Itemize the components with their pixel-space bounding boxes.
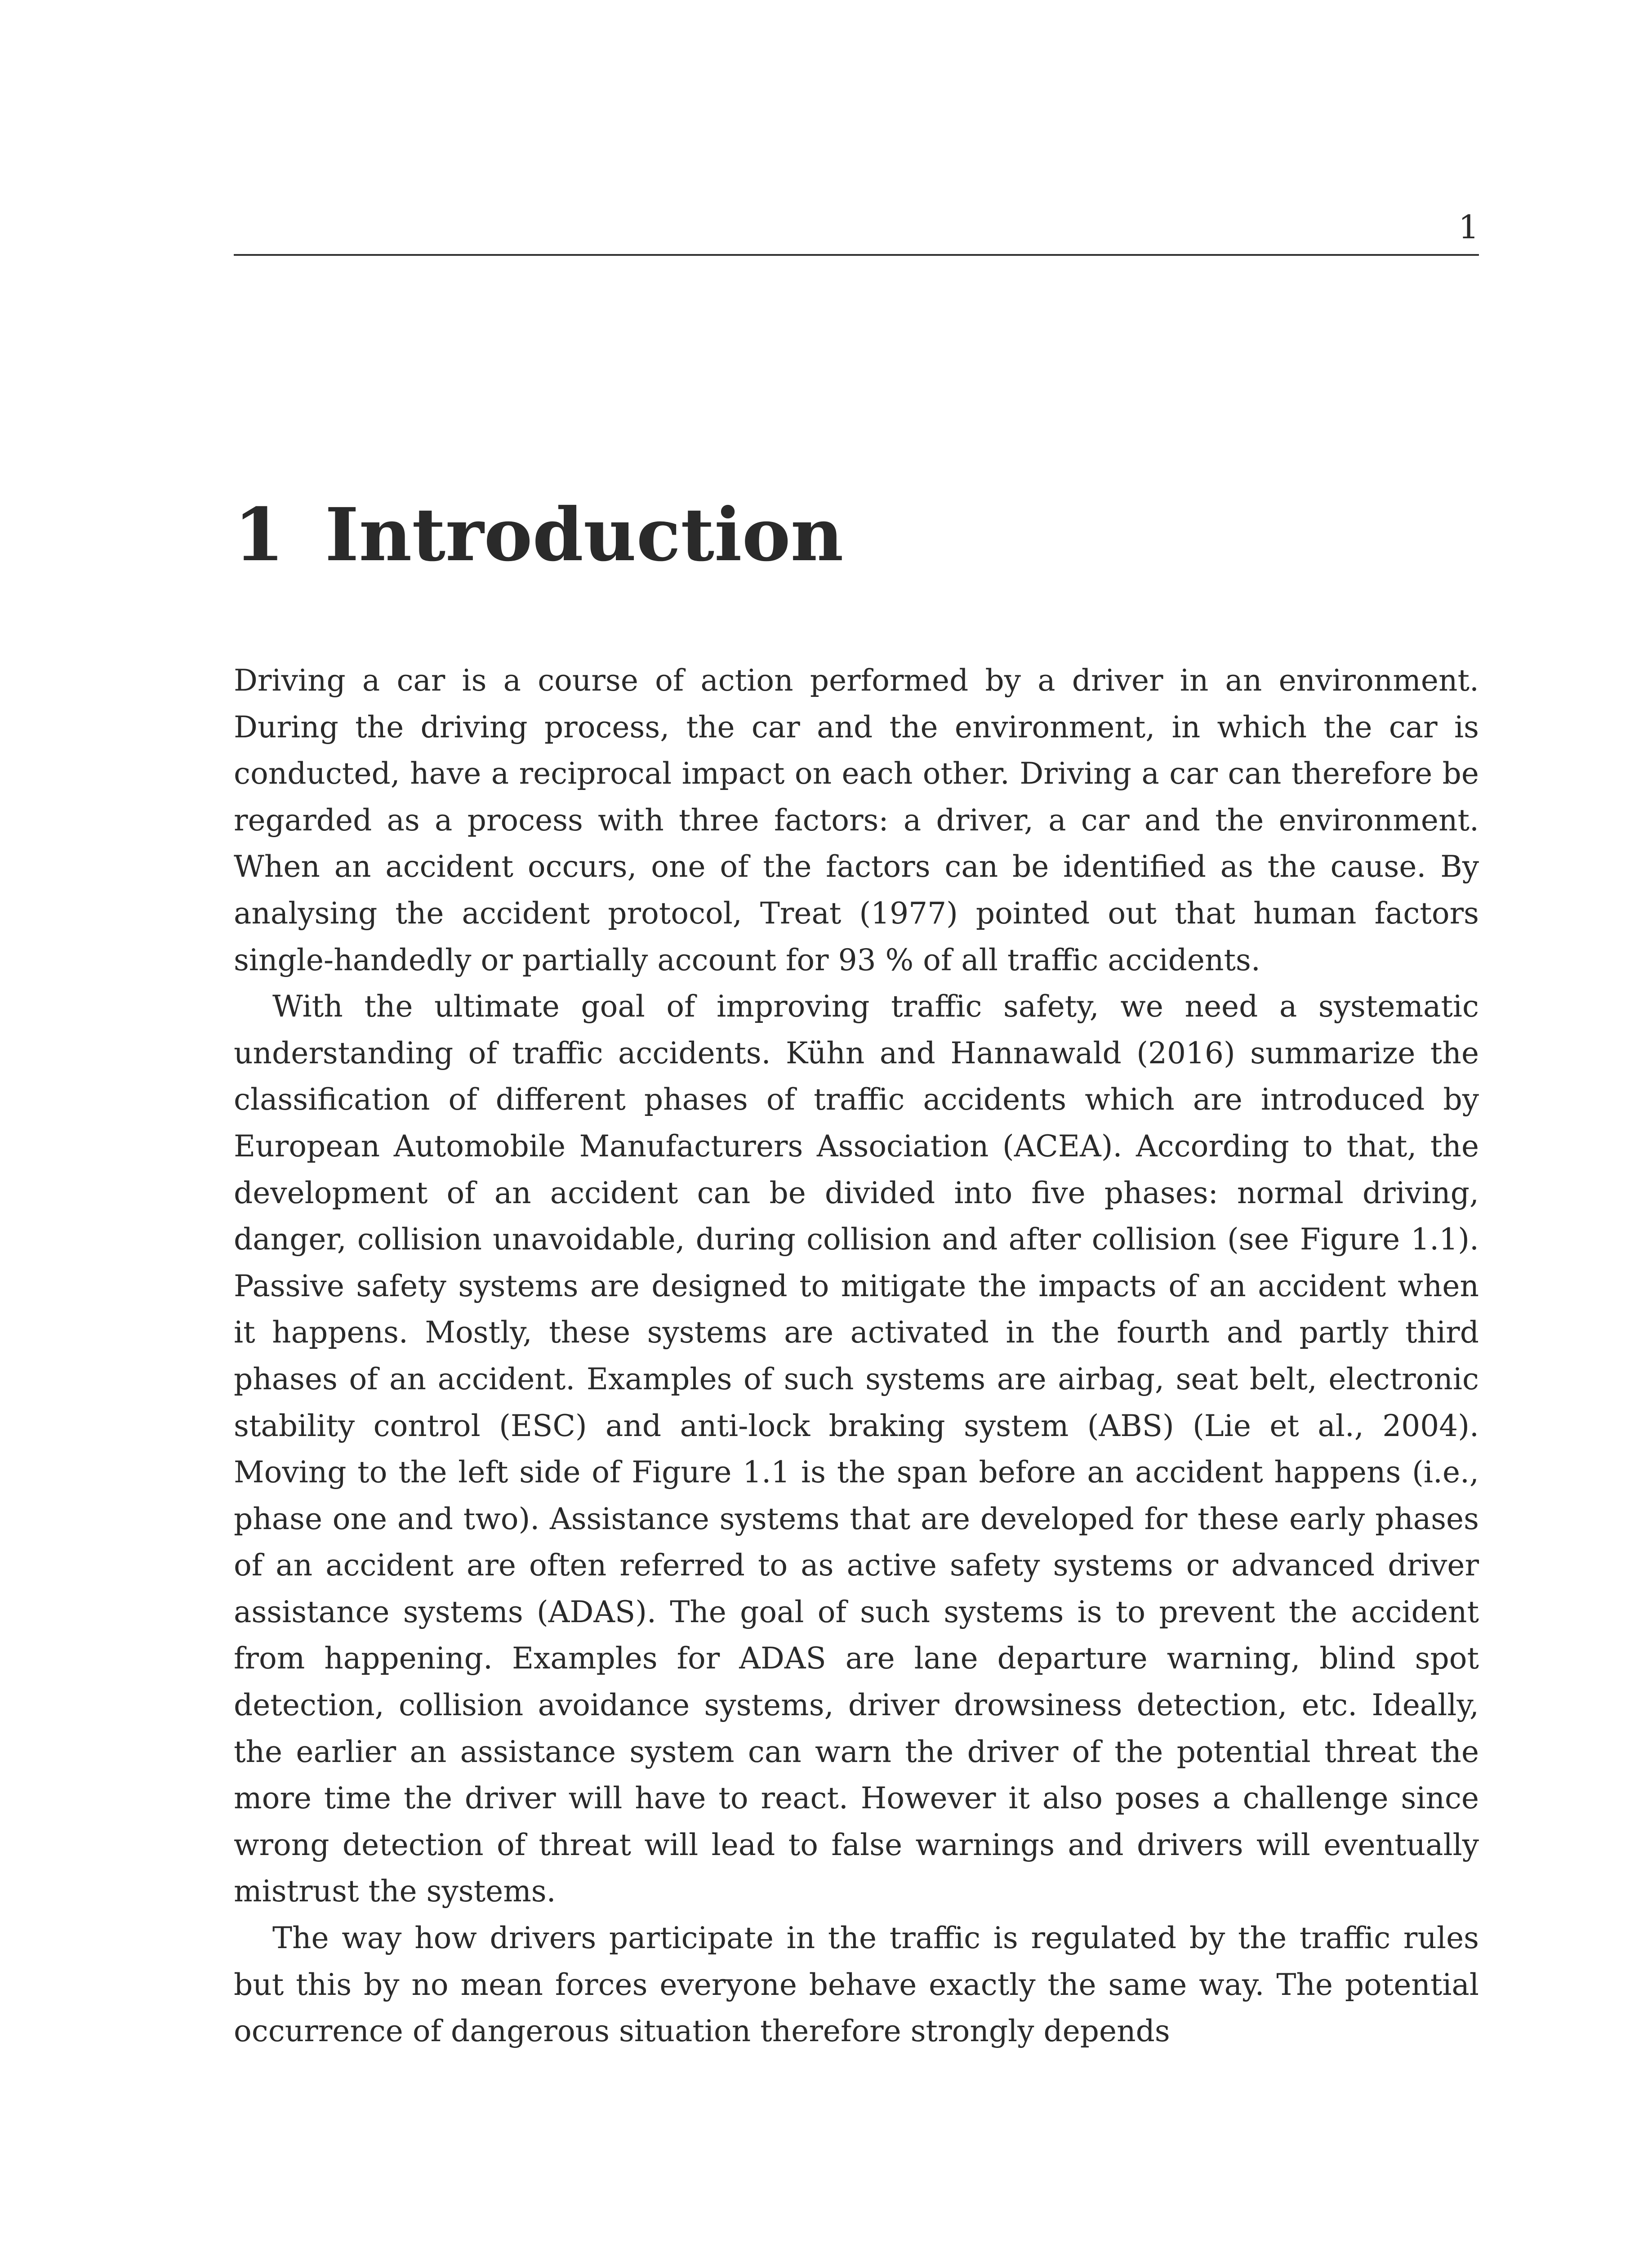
running-header — [234, 205, 1479, 256]
paragraph: Driving a car is a course of action performed by a driver in an environment. During the driving process, the car and the environment, in which the car is conducted, have a reciprocal impact on each other. Driving a car can therefore be regarded as a process with three factors: a driver, a car and the environment. When an accident occurs, one of the factors can be identified as the cause. By analysing the accident protocol, Treat (1977) pointed out that human factors single-handedly or partially account for 93 % of all traffic accidents. — [234, 663, 1479, 977]
paragraph: The way how drivers participate in the traffic is regulated by the traffic rules but this by no mean forces everyone behave exactly the same way. The potential occurrence of dangerous situation therefore strongly depends — [234, 1921, 1479, 2049]
body-text — [234, 657, 1479, 2055]
chapter-number: 1 — [234, 492, 285, 578]
chapter-heading — [234, 486, 843, 584]
page-number: 1 — [1458, 208, 1479, 246]
paragraph: With the ultimate goal of improving traffic safety, we need a systematic understanding of traffic accidents. Kühn and Hannawald (2016) summarize the classification of different phases of traffic accidents which are introduced by European Automobile Manufacturers Association (ACEA). According to that, the development of an accident can be divided into five phases: normal driving, danger, collision unavoidable, during collision and after collision (see Figure 1.1). Passive safety systems are designed to mitigate the impacts of an accident when it happens. Mostly, these systems are activated in the fourth and partly third phases of an accident. Examples of such systems are airbag, seat belt, electronic stability control (ESC) and anti-lock braking system (ABS) (Lie et al., 2004). Moving to the left side of Figure 1.1 is the span before an accident happens (i.e., phase one and two). Assistance systems that are developed for these early phases of an accident are often referred to as active safety systems or advanced driver assistance systems (ADAS). The goal of such systems is to prevent the accident from happening. Examples for ADAS are lane departure warning, blind spot detection, collision avoidance systems, driver drowsiness detection, etc. Ideally, the earlier an assistance system can warn the driver of the potential threat the more time the driver will have to react. However it also poses a challenge since wrong detection of threat will lead to false warnings and drivers will eventually mistrust the systems. — [234, 989, 1479, 1909]
chapter-title: Introduction — [325, 492, 844, 578]
